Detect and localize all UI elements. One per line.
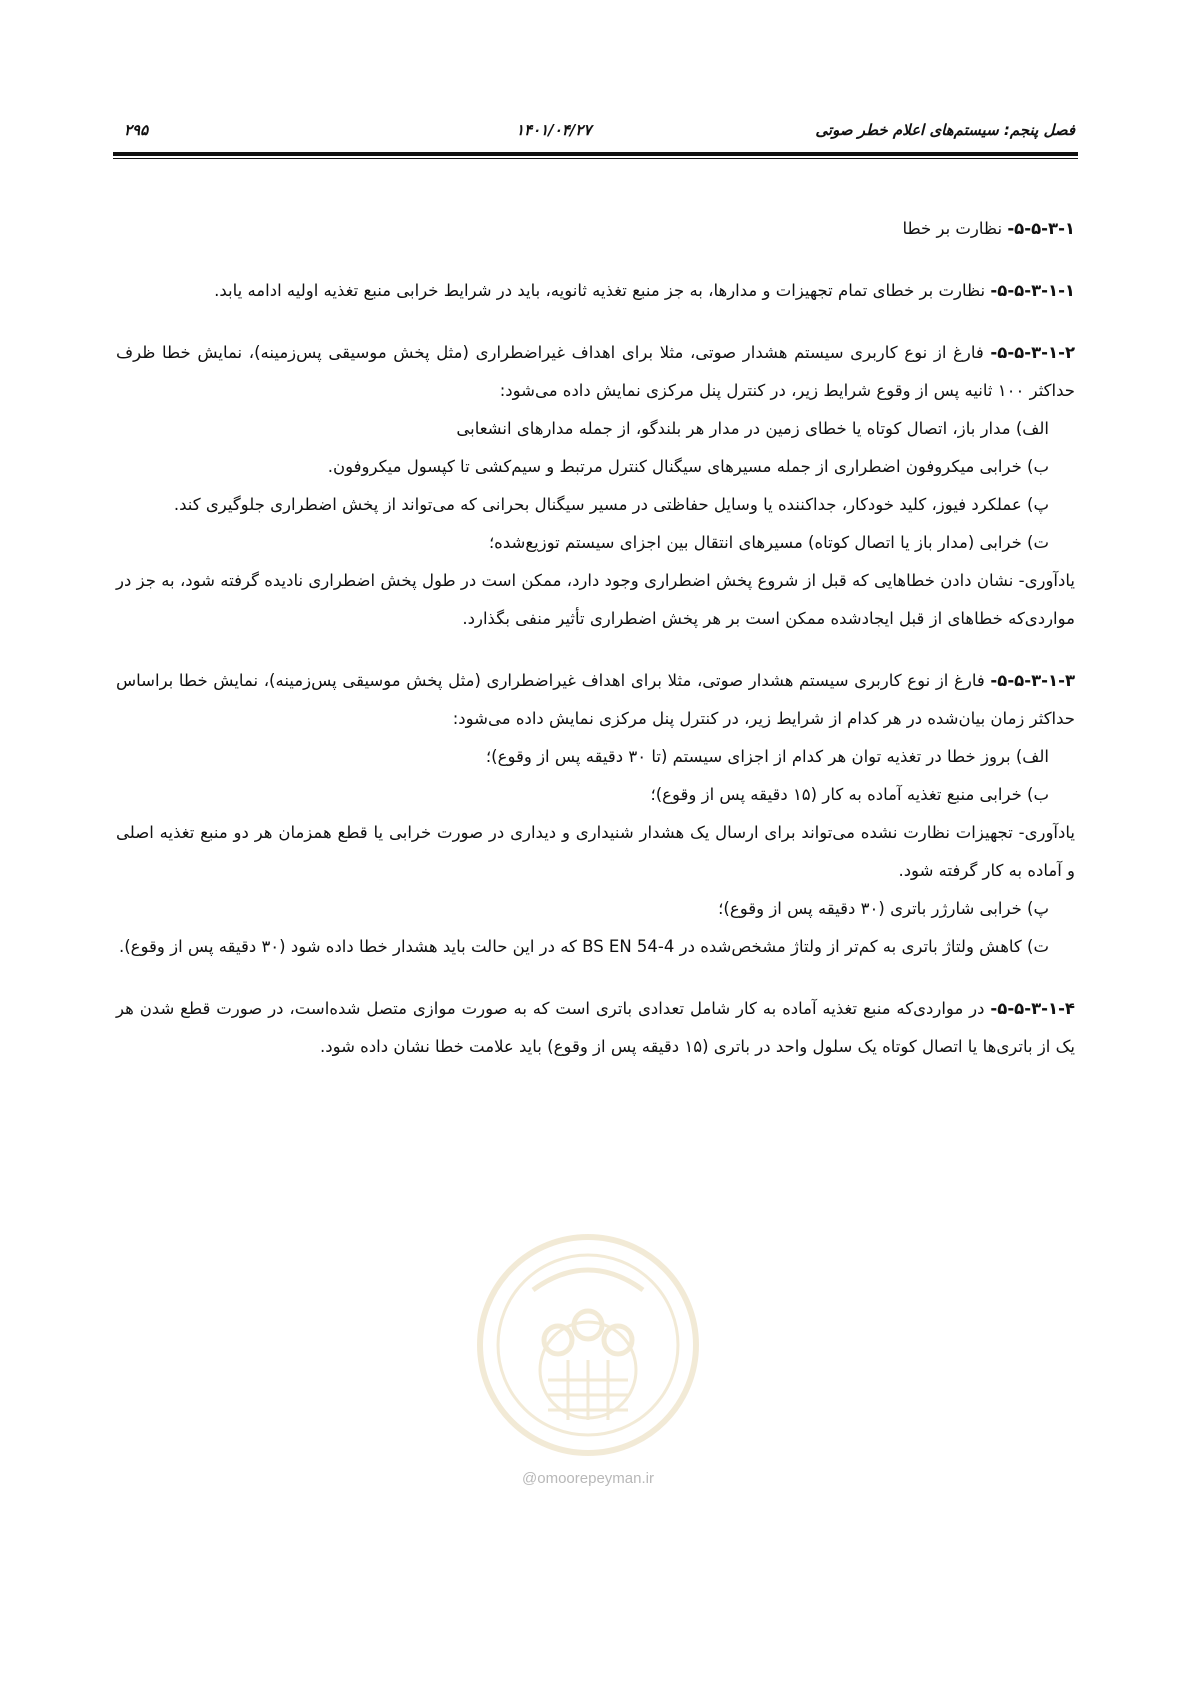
- seal-logo-icon: [473, 1230, 703, 1460]
- clause-number: ۵-۵-۳-۱-۱-: [990, 281, 1075, 300]
- clause-paragraph: [116, 334, 1075, 410]
- clause-paragraph: [116, 272, 1075, 310]
- clause-number: ۵-۵-۳-۱-۳-: [990, 671, 1076, 690]
- list-item: ب) خرابی منبع تغذیه آماده به کار (۱۵ دقیقه پس از وقوع)؛: [650, 785, 1049, 804]
- clause-text: در مواردی‌که منبع تغذیه آماده به کار شامل تعدادی باتری است که به صورت موازی متصل شده‌است، در صورت قطع شدن هر یک از باتری‌ها یا اتصال کوتاه یک سلول واحد در باتری (۱۵ دقیقه پس از وقوع) باید علامت خطا نشان داده شود.: [116, 999, 1075, 1056]
- clause-text: نظارت بر خطای تمام تجهیزات و مدارها، به جز منبع تغذیه ثانویه، باید در شرایط خرابی منبع تغذیه اولیه ادامه یابد.: [214, 281, 986, 300]
- document-body: [116, 210, 1075, 1066]
- note-paragraph: یادآوری- نشان دادن خطاهایی که قبل از شروع پخش اضطراری وجود دارد، ممکن است در طول پخش اضطراری نادیده گرفته شود، به جز در مواردی‌که خطاهای از قبل ایجادشده ممکن است بر هر پخش اضطراری تأثیر منفی بگذارد.: [116, 571, 1075, 628]
- page-number: ۲۹۵: [124, 121, 149, 139]
- list-item: [116, 928, 1075, 966]
- clause-number: ۵-۵-۳-۱-۲-: [990, 343, 1076, 362]
- standard-reference: BS EN 54-4: [582, 937, 675, 956]
- list-item: الف) مدار باز، اتصال کوتاه یا خطای زمین در مدار هر بلندگو، از جمله مدارهای انشعابی: [456, 419, 1049, 438]
- list-item: ب) خرابی میکروفون اضطراری از جمله مسیرهای سیگنال کنترل مرتبط و سیم‌کشی تا کپسول میکروفون.: [327, 457, 1049, 476]
- chapter-title: فصل پنجم: سیستم‌های اعلام خطر صوتی: [815, 121, 1075, 139]
- section-title: نظارت بر خطا: [902, 219, 1003, 238]
- list-item: الف) بروز خطا در تغذیه توان هر کدام از اجزای سیستم (تا ۳۰ دقیقه پس از وقوع)؛: [485, 747, 1049, 766]
- header-date: ۱۴۰۱/۰۴/۲۷: [516, 121, 592, 139]
- watermark-site: @omoorepeyman.ir: [522, 1470, 654, 1487]
- item-text: ت) کاهش ولتاژ باتری به کم‌تر از ولتاژ مشخص‌شده در: [679, 937, 1049, 956]
- clause-text: فارغ از نوع کاربری سیستم هشدار صوتی، مثلا برای اهداف غیراضطراری (مثل پخش موسیقی پس‌زمینه)، نمایش خطا براساس حداکثر زمان بیان‌شده در هر کدام از شرایط زیر، در کنترل پنل مرکزی نمایش داده می‌شود:: [116, 671, 1075, 728]
- list-item: پ) خرابی شارژر باتری (۳۰ دقیقه پس از وقوع)؛: [718, 899, 1049, 918]
- clause-paragraph: [116, 990, 1075, 1066]
- clause-text: فارغ از نوع کاربری سیستم هشدار صوتی، مثلا برای اهداف غیراضطراری (مثل پخش موسیقی پس‌زمینه)، نمایش خطا ظرف حداکثر ۱۰۰ ثانیه پس از وقوع شرایط زیر، در کنترل پنل مرکزی نمایش داده می‌شود:: [116, 343, 1075, 400]
- list-item: ت) خرابی (مدار باز یا اتصال کوتاه) مسیرهای انتقال بین اجزای سیستم توزیع‌شده؛: [488, 533, 1049, 552]
- list-item: پ) عملکرد فیوز، کلید خودکار، جداکننده یا وسایل حفاظتی در مسیر سیگنال بحرانی که می‌تواند از پخش اضطراری جلوگیری کند.: [173, 495, 1049, 514]
- item-text: که در این حالت باید هشدار خطا داده شود (۳۰ دقیقه پس از وقوع).: [118, 937, 577, 956]
- clause-paragraph: [116, 662, 1075, 738]
- note-paragraph: یادآوری- تجهیزات نظارت نشده می‌تواند برای ارسال یک هشدار شنیداری و دیداری در صورت خرابی یا قطع همزمان هر دو منبع تغذیه اصلی و آماده به کار گرفته شود.: [116, 823, 1075, 880]
- page-header: [116, 121, 1075, 145]
- clause-number: ۵-۵-۳-۱-۴-: [990, 999, 1075, 1018]
- section-number: ۵-۵-۳-۱-: [1007, 219, 1075, 238]
- section-heading: [116, 210, 1075, 248]
- header-rule: [113, 152, 1078, 159]
